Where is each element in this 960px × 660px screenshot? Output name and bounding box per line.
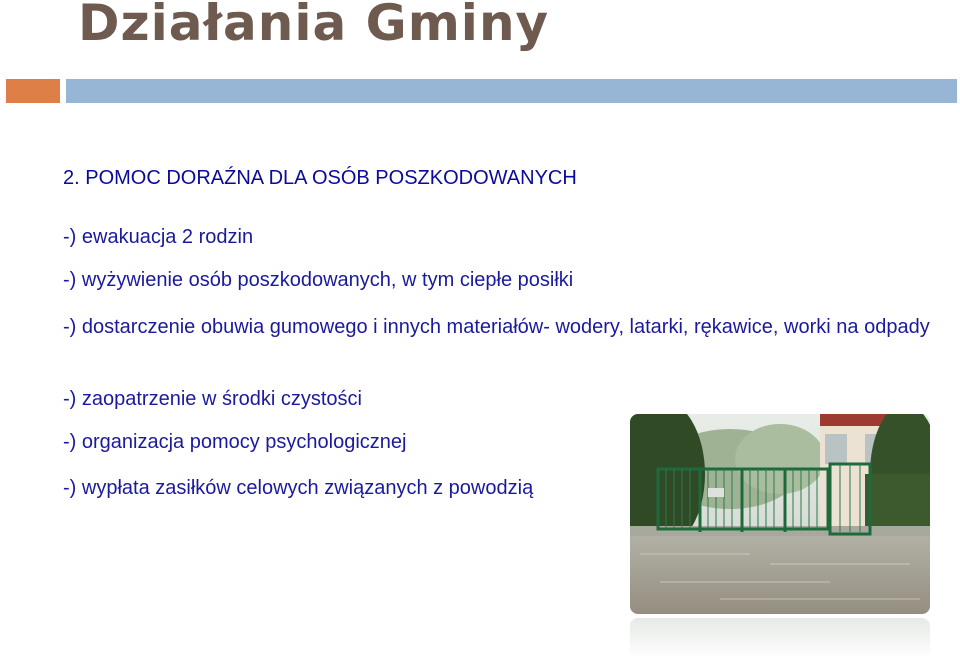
bullet-item: -) zaopatrzenie w środki czystości (63, 388, 362, 410)
accent-bar (6, 79, 60, 103)
bullet-item: -) wypłata zasiłków celowych związanych z powodzią (63, 477, 534, 499)
flood-photo-image (630, 414, 930, 614)
flood-photo (630, 414, 930, 660)
slide-title: Działania Gminy (78, 0, 550, 52)
flood-photo-reflection (630, 618, 930, 660)
bullet-item: -) ewakuacja 2 rodzin (63, 226, 254, 248)
bullet-item: -) organizacja pomocy psychologicznej (63, 431, 407, 453)
bullet-item: -) wyżywienie osób poszkodowanych, w tym ciepłe posiłki (63, 269, 574, 291)
bullet-item: -) dostarczenie obuwia gumowego i innych materiałów- wodery, latarki, rękawice, worki na odpady (63, 316, 930, 338)
section-heading: 2. POMOC DORAŹNA DLA OSÓB POSZKODOWANYCH (63, 167, 577, 189)
title-underline-bar (66, 79, 957, 103)
